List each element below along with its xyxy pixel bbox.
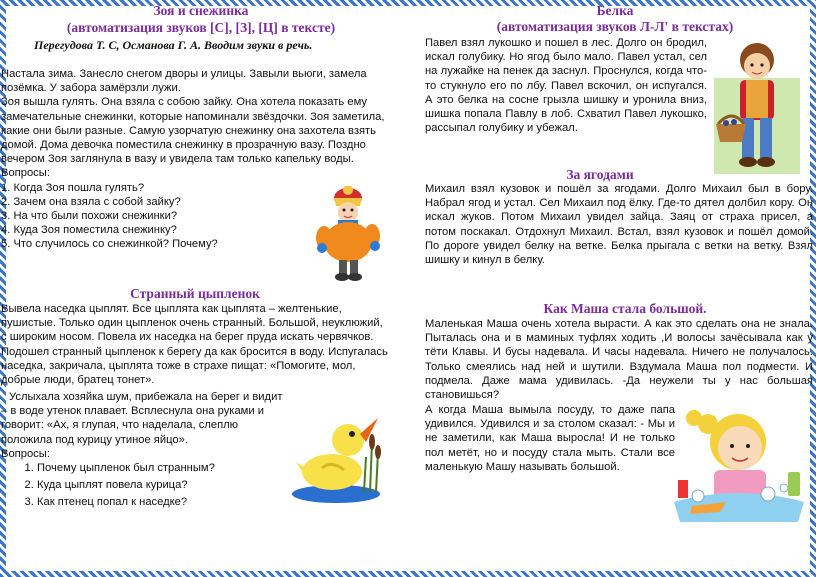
boy-with-basket-illustration [712,38,802,176]
zoya-questions-label: Вопросы: [1,167,50,180]
zoya-paragraph: Настала зима. Занесло снегом дворы и улицы. Завыли вьюги, замела позёмка. У забора замёрзли лужи. [1,68,367,95]
duckling-question: 1. Почему цыпленок был странным? [37,461,291,475]
duckling-question: 2. Куда цыплят повела курица? [37,478,291,492]
masha-story-body-2 [425,403,675,474]
zoya-question: 5. Что случилось со снежинкой? Почему? [1,238,218,251]
belka-subtitle: (автоматизация звуков Л-Л' в текстах) [496,19,734,34]
duckling-illustration [292,412,394,504]
duckling-paragraph: Услыхала хозяйка шум, прибежала на берег и видит – в воде утенок плавает. Всплеснула она руками и говорит: «Ах, я глупая, что наделала, слеплю положила под курицу утиное яйцо». [1,391,283,446]
duckling-title: Странный цыпленок [130,286,260,301]
zoya-paragraph: Зоя вышла гулять. Она взяла с собою зайку. Она хотела показать ему замечательные снежинки, которые напоминали звёздочки. Зоя заметила, какие они были разные. Самую узорчатую снежинку она захотела взять домой. Дома девочка поместила снежинку в прозрачную вазу. Поздно вечером Зоя заглянула в вазу и увидела там только капельку воды. [1,96,385,166]
belka-paragraph: Павел взял лукошко и пошел в лес. Долго он бродил, искал голубику. Но ягод было мало. Павел устал, сел на лужайке на пенек да заснул. Проснулся, когда что-то стукнуло его по лбу. Павел вскочил, он испугался. А это белка на сосне грызла шишку и уронила вниз, шишка попала Павлу в лоб. Схватил Павел лукошко, рассыпал голубику и убежал. [425,37,707,135]
masha-paragraph: А когда Маша вымыла посуду, то даже папа удивился. Удивился и за столом сказал: - Мы и не заметили, как Маша выросла! И не только пол метёт, но и посуду стала мыть. Стали все маленькую Машу называть большой. [425,404,675,473]
girl-washing-dishes-illustration [668,402,810,526]
berries-story-body [425,182,813,267]
zoya-subtitle: (автоматизация звуков [С], [З], [Ц] в тексте) [66,20,336,35]
zoya-question: 3. На что были похожи снежинки? [1,210,178,223]
berries-paragraph: Михаил взял кузовок и пошёл за ягодами. Долго Михаил был в бору. Набрал ягод и устал. Сел Михаил под ёлку. Где-то дятел долбил кору. Он искал жуков. Потом Михаил увидел зайца. Заяц от страха присел, а потом поскакал. Отдохнул Михаил. Встал, взял кузовок и пошёл домой. По дороге увидел белку на ветке. Белка прыгала с ветки на ветку. Взял шишку и кинул в белку. [425,183,813,267]
zoya-question: 4. Куда Зоя поместила снежинку? [1,224,177,237]
belka-title: Белка [596,3,634,18]
masha-paragraph: Маленькая Маша очень хотела вырасти. А как это сделать она не знала. Пыталась она и в маминых туфлях ходить ,И волосы зачёсывала как у тёти Клавы. И бусы надевала. И часы надевала. Ничего не получалось. Только смеялись над ней и шутили. Вздумала Маша пол подмести. И подмела. Даже мама удивилась. -Да неужели ты у нас большая становишься? [425,318,813,402]
winter-girl-illustration [312,186,384,282]
duckling-story-body-2 [1,390,291,513]
duckling-questions-label: Вопросы: [1,447,50,460]
masha-title: Как Маша стала большой. [543,301,707,316]
zoya-question: 2. Зачем она взяла с собой зайку? [1,195,181,208]
zoya-authors: Перегудова Т. С, Османова Г. А. Вводим звуки в речь. [34,38,313,52]
duckling-story-body [1,302,391,387]
berries-title: За ягодами [566,167,634,182]
zoya-question: 1. Когда Зоя пошла гулять? [1,181,145,194]
masha-story-body [425,317,813,402]
duckling-paragraph: Вывела наседка цыплят. Все цыплята как цыплята – желтенькие, пушистые. Только один цыпленок очень странный. Большой, неуклюжий, с широким носом. Повела их наседка на берег пруда искать червячков. Подошел странный цыпленок к берегу да как бросится в воду. Испугалась наседка, закричала, цыплята тоже в страхе пищат: «Помогите, мол, добрые люди, братец тонет». [1,303,388,387]
belka-story-body [425,36,707,135]
duckling-question: 3. Как птенец попал к наседке? [37,495,291,509]
zoya-title: Зоя и снежинка [153,3,249,18]
